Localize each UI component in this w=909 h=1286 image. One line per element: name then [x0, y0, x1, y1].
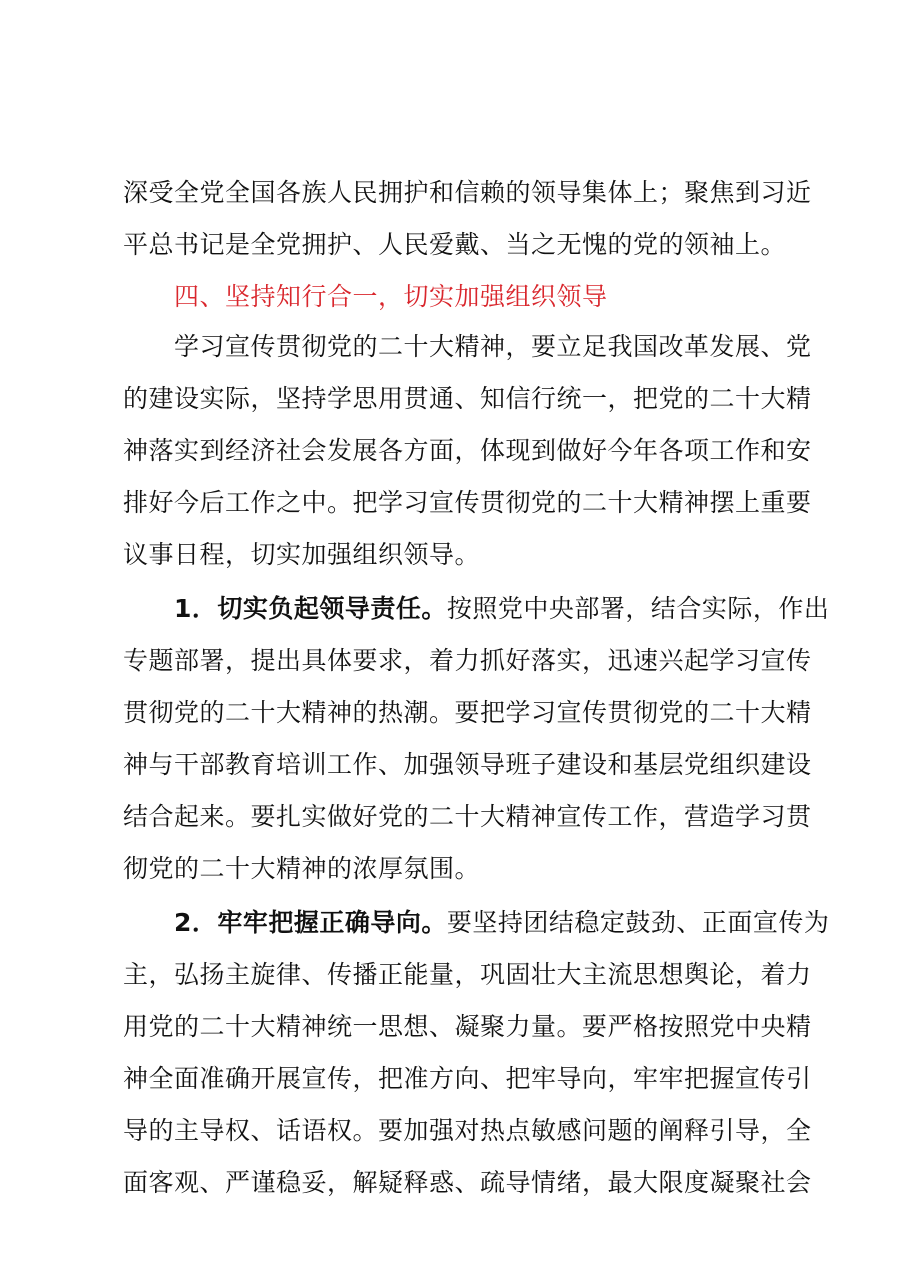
body-line: 用党的二十大精神统一思想、凝聚力量。要严格按照党中央精 [123, 1012, 812, 1041]
body-line: 彻党的二十大精神的浓厚氛围。 [123, 854, 481, 883]
body-line: 的建设实际，坚持学思用贯通、知信行统一，把党的二十大精 [123, 384, 812, 413]
body-line: 深受全党全国各族人民拥护和信赖的领导集体上；聚焦到习近 [123, 178, 812, 207]
body-line: 贯彻党的二十大精神的热潮。要把学习宣传贯彻党的二十大精 [123, 698, 812, 727]
body-line: 神全面准确开展宣传，把准方向、把牢导向，牢牢把握宣传引 [123, 1064, 812, 1093]
item-2-lead: 2．牢牢把握正确导向。 [174, 908, 447, 937]
item-1-lead: 1．切实负起领导责任。 [174, 594, 447, 623]
body-line: 神与干部教育培训工作、加强领导班子建设和基层党组织建设 [123, 750, 812, 779]
item-2-rest: 要坚持团结稳定鼓劲、正面宣传为 [446, 908, 830, 937]
body-line: 面客观、严谨稳妥，解疑释惑、疏导情绪，最大限度凝聚社会 [123, 1168, 812, 1197]
body-line: 学习宣传贯彻党的二十大精神，要立足我国改革发展、党 [174, 332, 812, 361]
item-1-first-line [174, 594, 830, 624]
body-line: 导的主导权、话语权。要加强对热点敏感问题的阐释引导，全 [123, 1116, 812, 1145]
section-heading: 四、坚持知行合一，切实加强组织领导 [174, 282, 608, 311]
body-line: 主，弘扬主旋律、传播正能量，巩固壮大主流思想舆论，着力 [123, 960, 812, 989]
body-line: 专题部署，提出具体要求，着力抓好落实，迅速兴起学习宣传 [123, 646, 812, 675]
item-2-first-line [174, 908, 830, 938]
item-1-rest: 按照党中央部署，结合实际，作出 [446, 594, 830, 623]
body-line: 神落实到经济社会发展各方面，体现到做好今年各项工作和安 [123, 436, 812, 465]
body-line: 排好今后工作之中。把学习宣传贯彻党的二十大精神摆上重要 [123, 488, 812, 517]
body-line: 议事日程，切实加强组织领导。 [123, 540, 481, 569]
body-line: 平总书记是全党拥护、人民爱戴、当之无愧的党的领袖上。 [123, 230, 787, 259]
body-line: 结合起来。要扎实做好党的二十大精神宣传工作，营造学习贯 [123, 802, 812, 831]
